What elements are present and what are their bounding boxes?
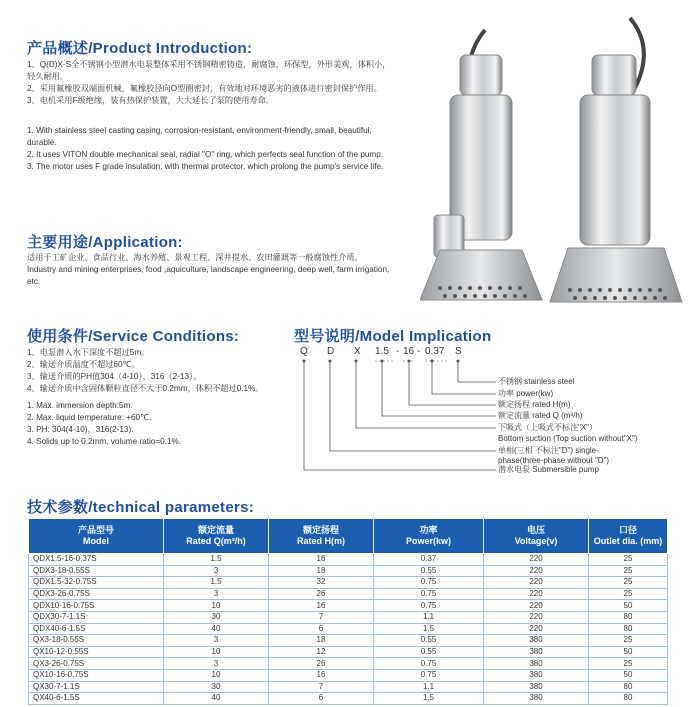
table-row — [29, 681, 668, 693]
cell-flow: 3 — [164, 565, 269, 577]
service-en-item: 1. Max. immersion depth:5m. — [27, 401, 133, 410]
legend-flow: 额定流量 rated Q (m³/h) — [498, 411, 583, 420]
intro-en-item: 2. It uses VITON double mechanical seal, radial "O" ring, which perfects seal function of the pump. — [27, 150, 384, 159]
service-cn-item: 1、电泵潜入水下深度不超过5m。 — [27, 348, 150, 357]
legend-phase-1: 单相(三相 不标注"D") single- — [498, 446, 599, 455]
legend-power: 功率 power(kw) — [498, 389, 554, 398]
cell-power: 0.55 — [374, 565, 484, 577]
cell-model: QDX1.5-32-0.75S — [29, 577, 164, 589]
intro-en-item: 1. With stainless steel casting casing, corrosion-resistant, environment-friendly, small, beautiful, durable. — [27, 126, 372, 147]
cell-flow: 1.5 — [164, 577, 269, 589]
header-head: 额定扬程 Rated H(m) — [269, 519, 374, 554]
table-row — [29, 600, 668, 612]
cell-power: 0.75 — [374, 669, 484, 681]
cell-flow: 10 — [164, 669, 269, 681]
legend-submersible: 潜水电泵 Submersible pump — [498, 465, 599, 474]
pump-right — [550, 18, 682, 302]
application-text — [27, 252, 402, 288]
model-code-q: Q — [300, 346, 308, 357]
cell-power: 1.5 — [374, 623, 484, 635]
cell-flow: 1.5 — [164, 554, 269, 566]
model-code-d: D — [327, 346, 335, 357]
service-cn-item: 3、输送介质的PH值304（4-10），316（2-13）。 — [27, 372, 202, 381]
cell-voltage: 220 — [484, 554, 589, 566]
intro-cn-item: 2、采用氟橡胶双端面机械，氟橡胶径向O型圈密封，有效地对环境恶劣的液体进行密封保护作用。 — [27, 84, 382, 93]
model-code-dash: - — [396, 346, 400, 357]
cell-voltage: 380 — [484, 669, 589, 681]
cell-head: 16 — [269, 554, 374, 566]
table-row — [29, 611, 668, 623]
cell-head: 18 — [269, 565, 374, 577]
cell-head: 16 — [269, 669, 374, 681]
cell-voltage: 220 — [484, 565, 589, 577]
intro-cn-item: 1、Q(D)X-S全不锈钢小型潜水电泵整体采用不锈钢精密铸造，耐腐蚀，环保型，外形美观，体积小，轻久耐用。 — [27, 60, 391, 81]
cell-model: QDX3-18-0.55S — [29, 565, 164, 577]
cell-flow: 3 — [164, 658, 269, 670]
technical-heading: 技术参数/technical parameters: — [27, 499, 255, 516]
cell-power: 0.55 — [374, 646, 484, 658]
cell-power: 1.1 — [374, 611, 484, 623]
cell-voltage: 220 — [484, 600, 589, 612]
service-heading: 使用条件/Service Conditions: — [27, 328, 240, 345]
technical-table — [28, 518, 668, 705]
cell-power: 0.75 — [374, 577, 484, 589]
cell-head: 6 — [269, 623, 374, 635]
cell-model: QX10-16-0.75S — [29, 669, 164, 681]
cell-flow: 40 — [164, 623, 269, 635]
cell-flow: 40 — [164, 693, 269, 705]
cell-model: QX30-7-1.1S — [29, 681, 164, 693]
cell-power: 0.75 — [374, 658, 484, 670]
cell-outlet: 80 — [589, 681, 668, 693]
cell-head: 26 — [269, 588, 374, 600]
application-en: Industry and mining enterprises, food ,aquiculture, landscape engineering, deep well, farm irrigation, etc. — [27, 265, 390, 286]
model-heading: 型号说明/Model Implication — [294, 328, 492, 345]
cell-voltage: 380 — [484, 658, 589, 670]
cell-outlet: 25 — [589, 635, 668, 647]
service-en-item: 2. Max. liquid temperature: +60℃. — [27, 413, 152, 422]
service-cn-list — [27, 347, 287, 395]
cell-head: 16 — [269, 600, 374, 612]
cell-flow: 30 — [164, 611, 269, 623]
cell-outlet: 25 — [589, 588, 668, 600]
header-outlet: 口径 Outlet dia. (mm) — [589, 519, 668, 554]
cell-voltage: 220 — [484, 577, 589, 589]
table-row — [29, 693, 668, 705]
cell-outlet: 80 — [589, 693, 668, 705]
cell-power: 0.37 — [374, 554, 484, 566]
service-en-list — [27, 400, 287, 448]
table-row — [29, 588, 668, 600]
intro-cn-list — [27, 59, 392, 107]
cell-head: 12 — [269, 646, 374, 658]
cell-voltage: 380 — [484, 635, 589, 647]
cell-outlet: 50 — [589, 600, 668, 612]
model-code-power: 0.37 — [425, 346, 445, 357]
intro-en-item: 3. The motor uses F grade insulation, with thermal protector, which prolong the pump's service life. — [27, 162, 384, 171]
cell-model: QDX3-26-0.75S — [29, 588, 164, 600]
cell-power: 1.1 — [374, 681, 484, 693]
table-row — [29, 623, 668, 635]
cell-head: 7 — [269, 681, 374, 693]
cell-head: 6 — [269, 693, 374, 705]
cell-voltage: 380 — [484, 646, 589, 658]
cell-power: 0.55 — [374, 635, 484, 647]
table-row — [29, 658, 668, 670]
service-cn-item: 2、输送介质温度不超过60℃。 — [27, 360, 140, 369]
cell-voltage: 380 — [484, 693, 589, 705]
cell-voltage: 220 — [484, 611, 589, 623]
table-row — [29, 554, 668, 566]
legend-material: 不锈钢 stainless steel — [498, 377, 575, 386]
cell-model: QDX30-7-1.1S — [29, 611, 164, 623]
table-row — [29, 565, 668, 577]
table-row — [29, 646, 668, 658]
cell-flow: 3 — [164, 588, 269, 600]
cell-outlet: 25 — [589, 658, 668, 670]
service-en-item: 4. Solids up to 0.2mm, volume ratio=0.1%. — [27, 437, 182, 446]
legend-suction-en: Bottom suction (Top suction without"X") — [498, 434, 638, 443]
intro-heading: 产品概述/Product Introduction: — [27, 40, 253, 57]
application-heading: 主要用途/Application: — [27, 234, 183, 251]
cell-model: QX10-12-0.55S — [29, 646, 164, 658]
model-code-flow: 1.5 — [375, 346, 389, 357]
cell-voltage: 220 — [484, 588, 589, 600]
model-code-x: X — [354, 346, 361, 357]
legend-suction-cn: 下吸式（上吸式不标注"X"） — [498, 423, 598, 432]
header-flow: 额定流量 Rated Q(m³/h) — [164, 519, 269, 554]
table-row — [29, 635, 668, 647]
intro-en-list — [27, 125, 397, 173]
cell-head: 32 — [269, 577, 374, 589]
application-cn: 适用于工矿企业、食品行业、海水养殖、景观工程、深井提水、农田灌溉等一般腐蚀性介质。 — [27, 253, 363, 262]
cell-model: QDX10-16-0.75S — [29, 600, 164, 612]
cell-outlet: 50 — [589, 669, 668, 681]
cell-power: 0.75 — [374, 588, 484, 600]
pump-left — [420, 30, 542, 300]
cell-outlet: 25 — [589, 554, 668, 566]
cell-flow: 10 — [164, 600, 269, 612]
header-model: 产品型号 Model — [29, 519, 164, 554]
cell-model: QX3-26-0.75S — [29, 658, 164, 670]
model-code-dash: - — [417, 346, 421, 357]
cell-outlet: 80 — [589, 611, 668, 623]
legend-phase-2: phase(three-phase without "D") — [498, 456, 610, 465]
table-row — [29, 577, 668, 589]
cell-outlet: 80 — [589, 623, 668, 635]
header-voltage: 电压 Voltage(v) — [484, 519, 589, 554]
cell-model: QX40-6-1.5S — [29, 693, 164, 705]
header-power: 功率 Power(kw) — [374, 519, 484, 554]
cell-model: QX3-18-0.55S — [29, 635, 164, 647]
table-row — [29, 669, 668, 681]
intro-cn-item: 3、电机采用F级绝缘，装有热保护装置，大大延长了泵的使用寿命。 — [27, 96, 274, 105]
table-header-row — [29, 519, 668, 554]
cell-outlet: 50 — [589, 646, 668, 658]
cell-head: 26 — [269, 658, 374, 670]
pump-product-image — [420, 10, 700, 310]
cell-model: QDX1.5-16-0.37S — [29, 554, 164, 566]
cell-outlet: 25 — [589, 565, 668, 577]
model-code-head: 16 — [403, 346, 415, 357]
cell-flow: 10 — [164, 646, 269, 658]
cell-voltage: 220 — [484, 623, 589, 635]
cell-power: 0.75 — [374, 600, 484, 612]
cell-power: 1.5 — [374, 693, 484, 705]
cell-head: 7 — [269, 611, 374, 623]
cell-outlet: 25 — [589, 577, 668, 589]
cell-head: 18 — [269, 635, 374, 647]
service-en-item: 3. PH: 304(4-10)，316(2-13). — [27, 425, 134, 434]
table-body — [29, 554, 668, 705]
cell-voltage: 380 — [484, 681, 589, 693]
service-cn-item: 4、输送介质中含固体颗粒直径不大于0.2mm，体积不超过0.1%。 — [27, 384, 264, 393]
legend-head: 额定扬程 rated H(m) — [498, 400, 571, 409]
cell-flow: 3 — [164, 635, 269, 647]
cell-flow: 30 — [164, 681, 269, 693]
cell-model: QDX40-6-1.5S — [29, 623, 164, 635]
model-code-s: S — [455, 346, 462, 357]
